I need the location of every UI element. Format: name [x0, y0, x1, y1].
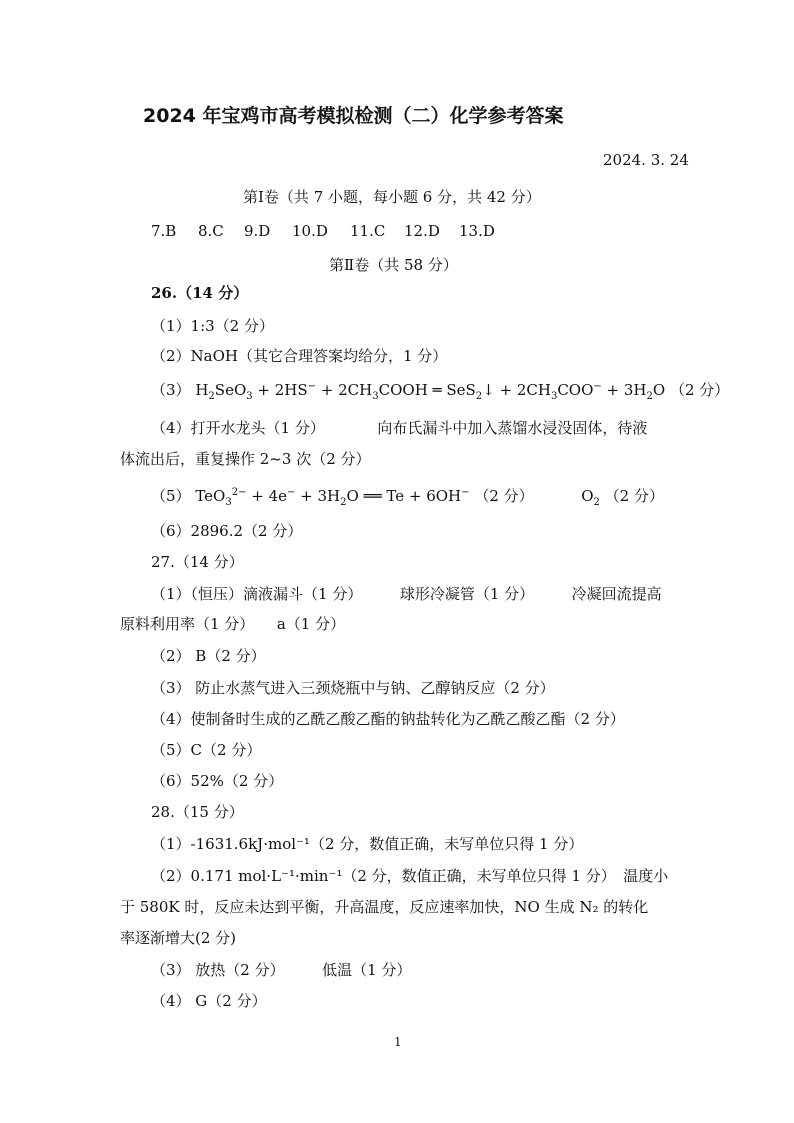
- q28-part3: （3） 放热（2 分） 低温（1 分）: [151, 961, 412, 979]
- page-number: 1: [394, 1035, 402, 1049]
- q28-part2-line1: （2）0.171 mol·L⁻¹·min⁻¹（2 分，数值正确，未写单位只得 1 分） 温度小: [151, 867, 669, 885]
- q27-heading: 27.（14 分）: [151, 553, 244, 571]
- q28-part2-line3: 率逐渐增大(2 分): [120, 929, 237, 947]
- score: （2 分）: [669, 381, 730, 399]
- q26-heading: 26.（14 分）: [151, 284, 249, 302]
- section2-heading: 第Ⅱ卷（共 58 分）: [329, 256, 458, 274]
- q27-part1-line1: （1）（恒压）滴液漏斗（1 分） 球形冷凝管（1 分） 冷凝回流提高: [151, 585, 662, 603]
- q28-heading: 28.（15 分）: [151, 803, 244, 821]
- score: （2 分）: [474, 487, 534, 505]
- part-label: （3）: [151, 381, 191, 399]
- answer-item: 10.D: [292, 222, 328, 240]
- answer-item: 8.C: [198, 222, 224, 240]
- q26-part2: （2）NaOH（其它合理答案均给分，1 分）: [151, 347, 448, 365]
- q28-part2-line2: 于 580K 时，反应未达到平衡，升高温度，反应速率加快，NO 生成 N₂ 的转化: [120, 898, 649, 916]
- q28-part4: （4） G（2 分）: [151, 992, 267, 1010]
- q26-part6: （6）2896.2（2 分）: [151, 522, 303, 540]
- q27-part5: （5）C（2 分）: [151, 741, 262, 759]
- page-title: 2024 年宝鸡市高考模拟检测（二）化学参考答案: [143, 105, 564, 127]
- answer-item: 12.D: [404, 222, 440, 240]
- document-date: 2024. 3. 24: [603, 151, 689, 169]
- q26-part3: [151, 380, 729, 400]
- o2-formula: $O_2$: [581, 487, 600, 508]
- equation-2: $TeO_3^{2-} + 4e^- + 3H_2O$ ══ Te + 6OH−: [195, 487, 470, 508]
- answer-item: 11.C: [350, 222, 386, 240]
- q27-part3: （3） 防止水蒸气进入三颈烧瓶中与钠、乙醇钠反应（2 分）: [151, 679, 555, 697]
- part-label: （5）: [151, 487, 191, 505]
- q27-part4: （4）使制备时生成的乙酰乙酸乙酯的钠盐转化为乙酰乙酸乙酯（2 分）: [151, 710, 625, 728]
- answer-item: 9.D: [244, 222, 271, 240]
- answer-item: 7.B: [151, 222, 177, 240]
- equation-1: $H_2SeO_3 + 2HS^-$ + $2CH_3COOH$ ═ SeS$_2$↓ + $2CH_3COO^- + 3H_2O$: [195, 381, 666, 402]
- q27-part1-line2: 原料利用率（1 分） a（1 分）: [120, 615, 346, 633]
- q26-part1: （1）1:3（2 分）: [151, 317, 274, 335]
- q27-part2: （2） B（2 分）: [151, 647, 266, 665]
- q27-part6: （6）52%（2 分）: [151, 772, 284, 790]
- score: （2 分）: [604, 487, 664, 505]
- q26-part5: [151, 486, 664, 506]
- q28-part1: （1）-1631.6kJ·mol⁻¹（2 分，数值正确，未写单位只得 1 分）: [151, 835, 584, 853]
- q26-part4-line2: 体流出后，重复操作 2~3 次（2 分）: [120, 450, 371, 468]
- q26-part4-line1: （4）打开水龙头（1 分） 向布氏漏斗中加入蒸馏水浸没固体，待液: [151, 419, 648, 437]
- answer-item: 13.D: [459, 222, 495, 240]
- section1-heading: 第Ⅰ卷（共 7 小题，每小题 6 分，共 42 分）: [243, 188, 541, 206]
